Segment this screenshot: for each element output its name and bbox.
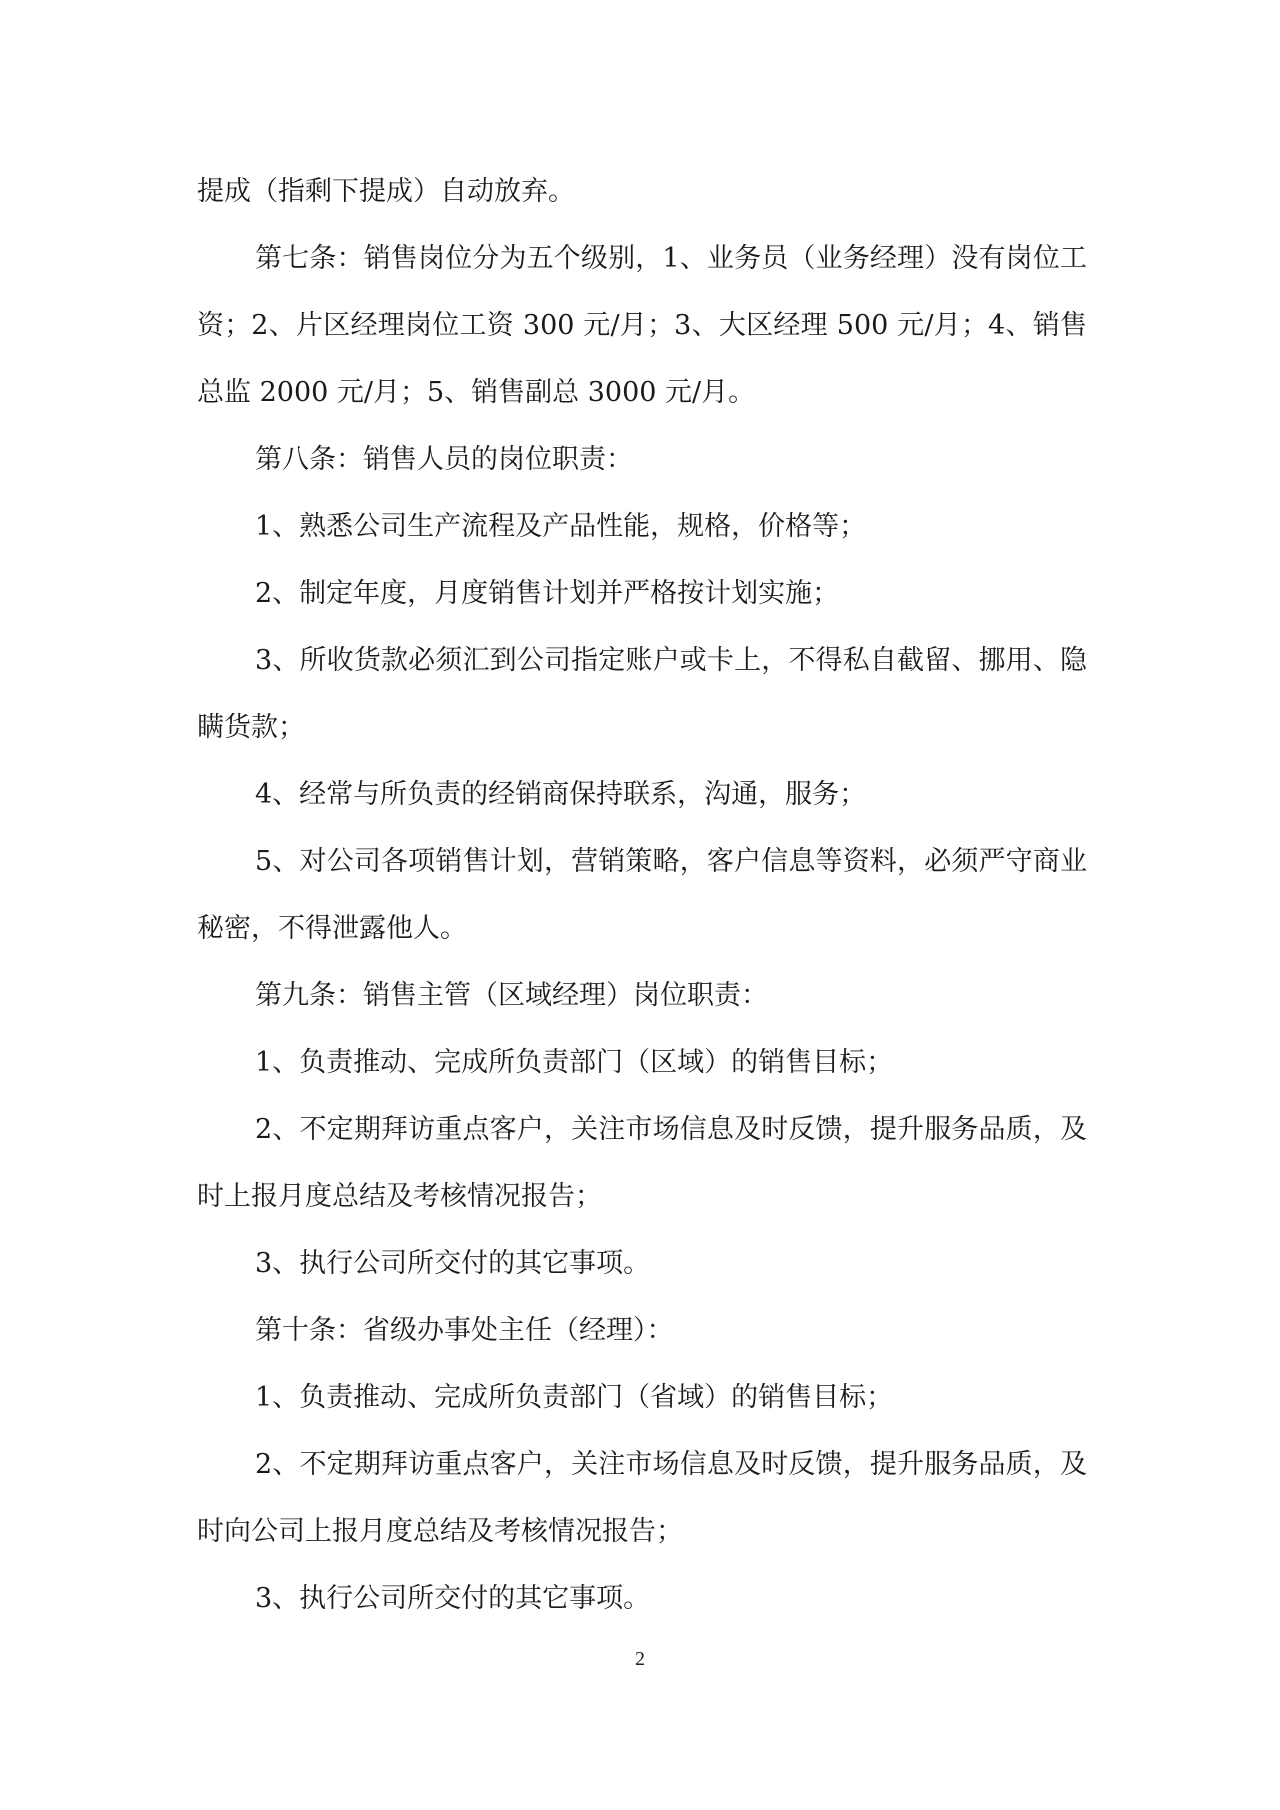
paragraph-article-8-item-2: 2、制定年度，月度销售计划并严格按计划实施； bbox=[255, 578, 840, 609]
paragraph-commission-waiver: 提成（指剩下提成）自动放弃。 bbox=[197, 176, 575, 207]
paragraph-article-8-heading: 第八条：销售人员的岗位职责： bbox=[255, 444, 633, 475]
paragraph-article-7: 第七条：销售岗位分为五个级别，1、业务员（业务经理）没有岗位工资；2、片区经理岗位工资 300 元/月；3、大区经理 500 元/月；4、销售总监 2000 元/月；5、销售副总 3000 元/月。 bbox=[197, 243, 1087, 408]
paragraph-article-10-item-3: 3、执行公司所交付的其它事项。 bbox=[255, 1583, 651, 1614]
paragraph-article-9-item-3: 3、执行公司所交付的其它事项。 bbox=[255, 1248, 651, 1279]
document-body bbox=[197, 158, 1087, 1632]
paragraph-article-10-item-1: 1、负责推动、完成所负责部门（省域）的销售目标； bbox=[255, 1382, 894, 1413]
paragraph-article-9-heading: 第九条：销售主管（区域经理）岗位职责： bbox=[255, 980, 768, 1011]
paragraph-article-9-item-2: 2、不定期拜访重点客户，关注市场信息及时反馈，提升服务品质，及时上报月度总结及考核情况报告； bbox=[197, 1114, 1087, 1212]
page-number: 2 bbox=[635, 1648, 645, 1670]
paragraph-article-9-item-1: 1、负责推动、完成所负责部门（区域）的销售目标； bbox=[255, 1047, 894, 1078]
paragraph-article-8-item-4: 4、经常与所负责的经销商保持联系，沟通，服务； bbox=[255, 779, 867, 810]
paragraph-article-10-heading: 第十条：省级办事处主任（经理）： bbox=[255, 1315, 674, 1346]
paragraph-article-8-item-1: 1、熟悉公司生产流程及产品性能，规格，价格等； bbox=[255, 511, 867, 542]
paragraph-article-8-item-3: 3、所收货款必须汇到公司指定账户或卡上，不得私自截留、挪用、隐瞒货款； bbox=[197, 645, 1087, 743]
paragraph-article-10-item-2: 2、不定期拜访重点客户，关注市场信息及时反馈，提升服务品质，及时向公司上报月度总结及考核情况报告； bbox=[197, 1449, 1087, 1547]
paragraph-article-8-item-5: 5、对公司各项销售计划，营销策略，客户信息等资料，必须严守商业秘密，不得泄露他人。 bbox=[197, 846, 1087, 944]
